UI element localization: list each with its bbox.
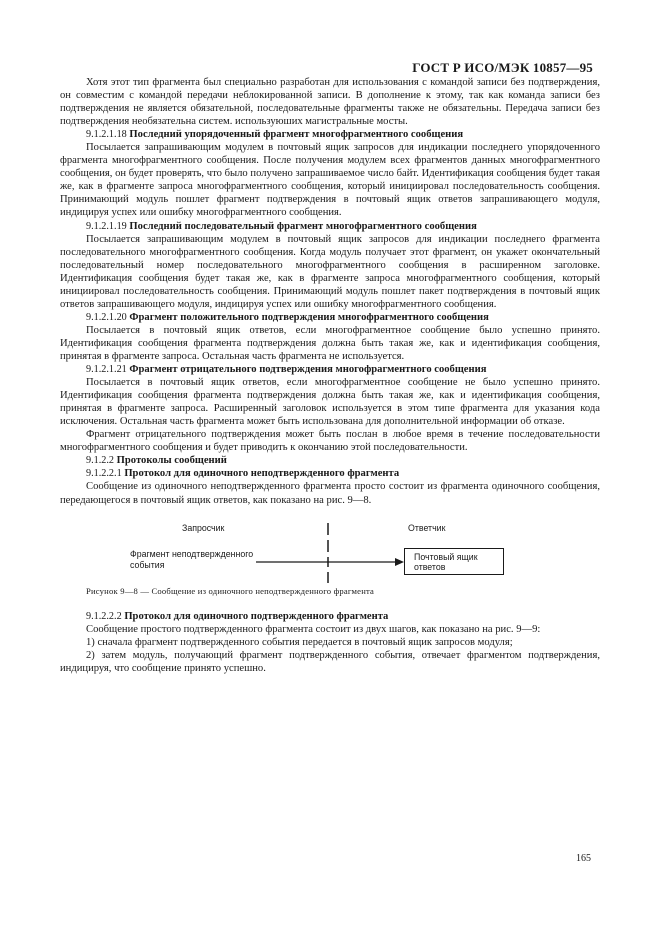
page-number: 165 [576, 853, 591, 864]
document-body [60, 76, 600, 675]
section-title: Протокол для одиночного подтвержденного фрагмента [124, 610, 389, 622]
section-number: 9.1.2.1.21 [86, 364, 127, 376]
paragraph-section-221: Сообщение из одиночного неподтвержденного фрагмента просто состоит из фрагмента одиночного сообщения, передающегося в почтовый ящик ответов, как показано на рис. 9—8. [60, 481, 600, 506]
event-label-line: события [130, 559, 165, 570]
section-number: 9.1.2.2.2 [86, 610, 122, 622]
paragraph-section-18: Посылается запрашивающим модулем в почтовый ящик запросов для индикации последнего упорядоченного фрагмента многофрагментного сообщения. После получения модулем всех фрагментов данных многофрагментного сообщения, он будет проверять, что было получено запрашиваемое число байт. Идентификация сообщения будет такая же, как в фрагменте запроса многофрагментного сообщения, который инициировал последовательность сообщения. Принимающий модуль пошлет фрагмент подтверждения в почтовый ящик ответов запрашивающего модуля, индицируя успех или ошибку многофрагментного сообщения. [60, 142, 600, 219]
section-title: Последний упорядоченный фрагмент многофрагментного сообщения [129, 129, 464, 141]
list-item-step-2: 2) затем модуль, получающий фрагмент подтвержденного события, отвечает фрагментом подтверждения, индицируя, что сообщение принято успешно. [60, 649, 600, 674]
section-heading-222 [60, 610, 600, 623]
section-title: Последний последовательный фрагмент многофрагментного сообщения [129, 220, 477, 232]
section-heading-22 [60, 454, 600, 467]
response-mailbox-box [404, 548, 504, 575]
requester-label: Запросчик [182, 522, 225, 533]
figure-9-8 [60, 523, 600, 585]
section-heading-20 [60, 311, 600, 324]
section-number: 9.1.2.2.1 [86, 468, 122, 480]
responder-label: Ответчик [408, 522, 446, 533]
paragraph-section-19: Посылается запрашивающим модулем в почтовый ящик запросов для индикации последнего фрагмента последовательного многофрагментного сообщения. Когда модуль получает этот фрагмент, он укажет окончательный последовательный номер последовательного многофрагментного сообщения в расширенном заголовке. Идентификация сообщения будет такая же, как в фрагменте запроса многофрагментного сообщения, который инициировал последовательность сообщения. Принимающий модуль пошлет пакет подтверждения в почтовый ящик ответов запрашивающего модуля, индицируя успех или ошибку многофрагментного сообщения. [60, 233, 600, 310]
section-number: 9.1.2.2 [86, 455, 115, 467]
section-heading-18 [60, 128, 600, 141]
section-heading-21 [60, 363, 600, 376]
paragraph-negative-ack: Фрагмент отрицательного подтверждения может быть послан в любое время в течение последовательности многофрагментного сообщения и будет приводить к окончанию этой последовательности. [60, 429, 600, 454]
paragraph-intro: Хотя этот тип фрагмента был специально разработан для использования с командой записи без подтверждения, он совместим с командой передачи неблокированной записи. В дополнение к этому, так как команда записи без подтверждения не является обязательной, последовательные фрагменты также не обязательны. Передача записи без подтверждения необязательна систем. используюших магистральные мосты. [60, 77, 600, 128]
figure-caption: Рисунок 9—8 — Сообщение из одиночного неподтвержденного фрагмента [86, 585, 375, 596]
section-title: Фрагмент отрицательного подтверждения многофрагментного сообщения [129, 364, 487, 376]
section-heading-221 [60, 467, 600, 480]
section-number: 9.1.2.1.18 [86, 129, 127, 141]
section-number: 9.1.2.1.19 [86, 220, 127, 232]
paragraph-section-222: Сообщение простого подтвержденного фрагмента состоит из двух шагов, как показано на рис. 9—9: [86, 623, 541, 635]
section-title: Протоколы сообщений [116, 455, 227, 467]
event-label-line: Фрагмент неподтвержденного [130, 548, 254, 559]
list-item-step-1: 1) сначала фрагмент подтвержденного события передается в почтовый ящик запросов модуля; [86, 636, 513, 648]
paragraph-section-21: Посылается в почтовый ящик ответов, если многофрагментное сообщение не было успешно принято. Идентификация сообщения фрагмента подтверждения должна быть такая же, как и идентификация сообщения, принятая в фрагменте запроса. Расширенный заголовок используется в этом типе фрагмента для указания кода исключения. Остальная часть фрагмента может быть использована для дополнительной информации об отказе. [60, 377, 600, 428]
paragraph-section-20: Посылается в почтовый ящик ответов, если многофрагментное сообщение было успешно принято. Идентификация сообщения фрагмента подтверждения должна быть такая же, как и идентификация сообщения, принятая в фрагменте запроса. Остальная часть фрагмента не используется. [60, 324, 600, 362]
section-heading-19 [60, 220, 600, 233]
section-title: Фрагмент положительного подтверждения многофрагментного сообщения [129, 311, 489, 323]
arrow-head-icon [395, 558, 404, 566]
section-number: 9.1.2.1.20 [86, 311, 127, 323]
document-header: ГОСТ Р ИСО/МЭК 10857—95 [412, 60, 593, 75]
section-title: Протокол для одиночного неподтвержденного фрагмента [124, 468, 400, 480]
event-fragment-label [130, 549, 260, 571]
mailbox-label-line: ответов [414, 562, 446, 573]
spacer [60, 598, 600, 610]
mailbox-label-line: Почтовый ящик [414, 551, 478, 562]
